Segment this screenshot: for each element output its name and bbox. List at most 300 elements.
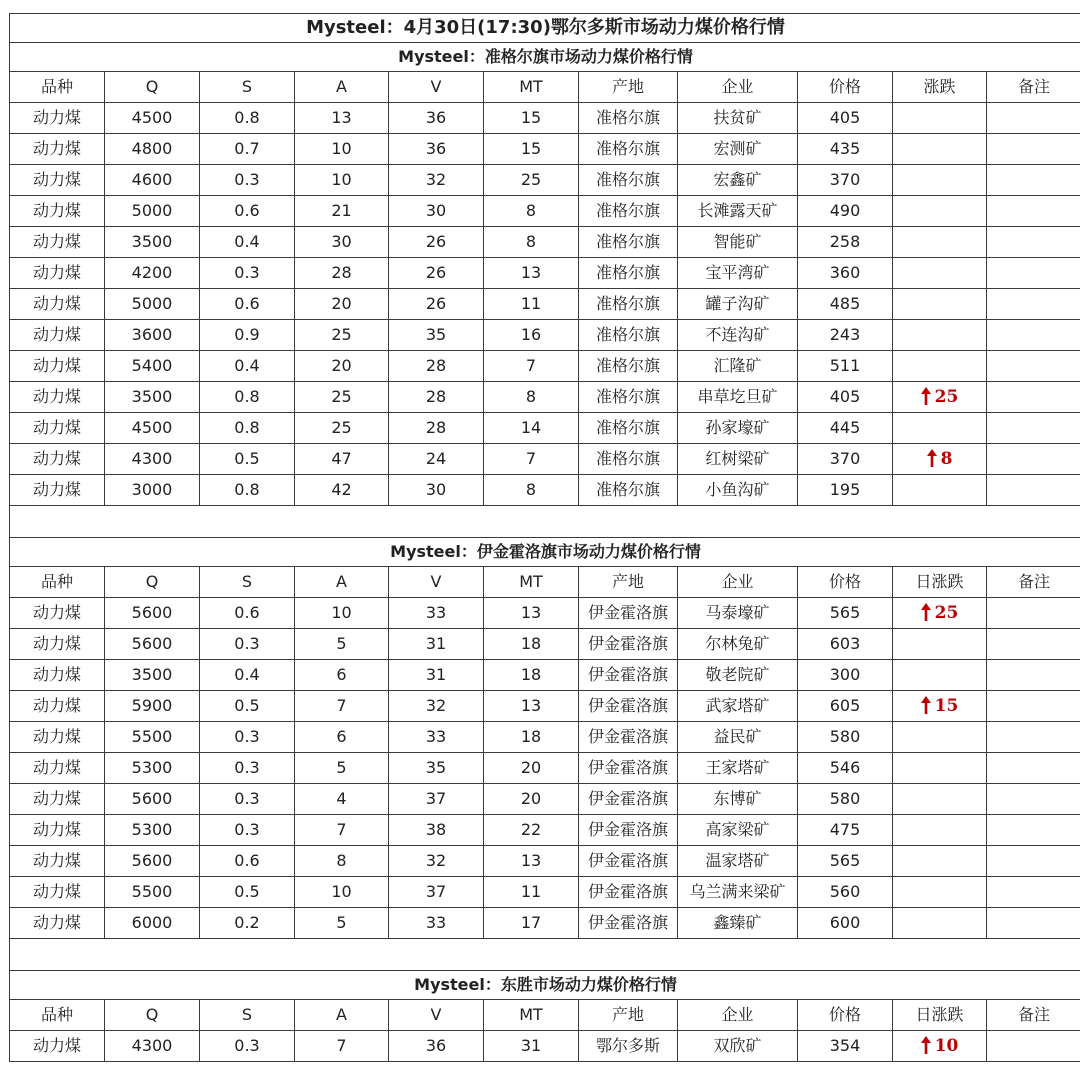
table-cell: 15 bbox=[484, 134, 579, 165]
table-cell: 18 bbox=[484, 660, 579, 691]
table-cell: 动力煤 bbox=[10, 753, 105, 784]
table-row bbox=[10, 877, 1080, 908]
table-cell: 温家塔矿 bbox=[678, 846, 798, 877]
table-cell: 动力煤 bbox=[10, 351, 105, 382]
table-cell: 47 bbox=[295, 444, 389, 475]
table-cell: 乌兰满来梁矿 bbox=[678, 877, 798, 908]
price-sheet bbox=[9, 13, 1071, 1062]
column-header: A bbox=[295, 72, 389, 103]
table-cell: 36 bbox=[389, 1031, 484, 1062]
table-cell: 354 bbox=[798, 1031, 893, 1062]
table-cell: 405 bbox=[798, 103, 893, 134]
table-cell: 0.3 bbox=[200, 784, 295, 815]
header-row bbox=[10, 72, 1080, 103]
table-cell: 4500 bbox=[105, 103, 200, 134]
table-cell: 5000 bbox=[105, 289, 200, 320]
table-cell: 10 bbox=[295, 134, 389, 165]
table-cell: 18 bbox=[484, 722, 579, 753]
table-cell: 伊金霍洛旗 bbox=[579, 722, 678, 753]
price-change bbox=[921, 387, 959, 407]
table-cell: 13 bbox=[484, 258, 579, 289]
table-cell: 560 bbox=[798, 877, 893, 908]
table-cell: 东博矿 bbox=[678, 784, 798, 815]
up-arrow-icon bbox=[921, 603, 931, 621]
price-change-cell bbox=[893, 629, 987, 660]
column-header: V bbox=[389, 1000, 484, 1031]
table-cell: 0.3 bbox=[200, 753, 295, 784]
table-cell: 26 bbox=[389, 289, 484, 320]
price-change-cell bbox=[893, 846, 987, 877]
table-cell: 敬老院矿 bbox=[678, 660, 798, 691]
table-cell: 33 bbox=[389, 722, 484, 753]
table-cell: 5900 bbox=[105, 691, 200, 722]
table-cell: 宏鑫矿 bbox=[678, 165, 798, 196]
price-change-cell bbox=[893, 908, 987, 939]
table-cell: 28 bbox=[389, 413, 484, 444]
table-row bbox=[10, 784, 1080, 815]
table-cell: 0.8 bbox=[200, 475, 295, 506]
table-cell: 宏测矿 bbox=[678, 134, 798, 165]
up-arrow-icon bbox=[921, 1036, 931, 1054]
table-cell: 伊金霍洛旗 bbox=[579, 846, 678, 877]
table-cell: 宝平湾矿 bbox=[678, 258, 798, 289]
table-cell: 31 bbox=[484, 1031, 579, 1062]
table-cell: 动力煤 bbox=[10, 660, 105, 691]
price-change-cell bbox=[893, 660, 987, 691]
column-header: A bbox=[295, 1000, 389, 1031]
table-row bbox=[10, 165, 1080, 196]
table-cell: 0.8 bbox=[200, 413, 295, 444]
column-header: 企业 bbox=[678, 72, 798, 103]
table-cell: 3500 bbox=[105, 382, 200, 413]
table-cell: 0.3 bbox=[200, 629, 295, 660]
table-cell: 18 bbox=[484, 629, 579, 660]
price-change-value: 10 bbox=[934, 1036, 959, 1056]
column-header: MT bbox=[484, 1000, 579, 1031]
table-cell bbox=[987, 413, 1080, 444]
table-cell: 动力煤 bbox=[10, 877, 105, 908]
table-cell: 动力煤 bbox=[10, 103, 105, 134]
column-header: 产地 bbox=[579, 72, 678, 103]
table-cell: 8 bbox=[484, 227, 579, 258]
table-cell: 28 bbox=[389, 382, 484, 413]
table-cell: 4300 bbox=[105, 1031, 200, 1062]
header-row bbox=[10, 1000, 1080, 1031]
table-cell bbox=[987, 289, 1080, 320]
table-cell: 490 bbox=[798, 196, 893, 227]
table-row bbox=[10, 258, 1080, 289]
table-cell: 准格尔旗 bbox=[579, 475, 678, 506]
price-change-cell bbox=[893, 444, 987, 475]
table-cell: 5600 bbox=[105, 598, 200, 629]
table-cell: 300 bbox=[798, 660, 893, 691]
table-cell: 准格尔旗 bbox=[579, 320, 678, 351]
table-cell: 5300 bbox=[105, 753, 200, 784]
table-row bbox=[10, 227, 1080, 258]
table-cell: 22 bbox=[484, 815, 579, 846]
table-row bbox=[10, 815, 1080, 846]
table-cell: 30 bbox=[389, 475, 484, 506]
table-cell: 0.9 bbox=[200, 320, 295, 351]
table-cell: 6 bbox=[295, 722, 389, 753]
up-arrow-icon bbox=[921, 387, 931, 405]
table-cell: 0.4 bbox=[200, 351, 295, 382]
table-cell: 0.6 bbox=[200, 196, 295, 227]
table-row bbox=[10, 1031, 1080, 1062]
table-cell: 尔林兔矿 bbox=[678, 629, 798, 660]
section-title: Mysteel：伊金霍洛旗市场动力煤价格行情 bbox=[10, 538, 1080, 567]
table-cell: 17 bbox=[484, 908, 579, 939]
table-cell: 605 bbox=[798, 691, 893, 722]
table-cell: 汇隆矿 bbox=[678, 351, 798, 382]
table-row bbox=[10, 289, 1080, 320]
table-cell: 11 bbox=[484, 877, 579, 908]
table-row bbox=[10, 382, 1080, 413]
table-cell bbox=[987, 134, 1080, 165]
column-header: V bbox=[389, 567, 484, 598]
table-cell: 32 bbox=[389, 691, 484, 722]
table-cell: 动力煤 bbox=[10, 908, 105, 939]
table-cell: 5600 bbox=[105, 629, 200, 660]
table-cell: 伊金霍洛旗 bbox=[579, 753, 678, 784]
column-header: 企业 bbox=[678, 1000, 798, 1031]
table-cell: 32 bbox=[389, 846, 484, 877]
table-cell: 33 bbox=[389, 908, 484, 939]
table-row bbox=[10, 753, 1080, 784]
table-cell: 动力煤 bbox=[10, 846, 105, 877]
table-cell: 7 bbox=[295, 815, 389, 846]
price-change-value: 25 bbox=[934, 387, 959, 407]
table-cell: 33 bbox=[389, 598, 484, 629]
table-cell: 鄂尔多斯 bbox=[579, 1031, 678, 1062]
table-cell: 20 bbox=[295, 351, 389, 382]
table-cell: 动力煤 bbox=[10, 784, 105, 815]
table-cell: 3000 bbox=[105, 475, 200, 506]
price-change-cell bbox=[893, 196, 987, 227]
table-cell: 罐子沟矿 bbox=[678, 289, 798, 320]
table-cell bbox=[987, 691, 1080, 722]
price-change bbox=[927, 449, 953, 469]
table-cell: 26 bbox=[389, 258, 484, 289]
table-cell: 36 bbox=[389, 103, 484, 134]
table-cell: 10 bbox=[295, 165, 389, 196]
table-cell: 0.6 bbox=[200, 598, 295, 629]
table-row bbox=[10, 598, 1080, 629]
table-cell: 16 bbox=[484, 320, 579, 351]
price-change-cell bbox=[893, 165, 987, 196]
table-cell: 动力煤 bbox=[10, 196, 105, 227]
column-header: 备注 bbox=[987, 1000, 1080, 1031]
table-cell: 28 bbox=[295, 258, 389, 289]
column-header: 产地 bbox=[579, 567, 678, 598]
table-cell: 20 bbox=[295, 289, 389, 320]
price-change bbox=[921, 603, 959, 623]
table-cell: 6000 bbox=[105, 908, 200, 939]
price-change-cell bbox=[893, 103, 987, 134]
table-cell: 5 bbox=[295, 753, 389, 784]
column-header: MT bbox=[484, 567, 579, 598]
table-cell: 0.3 bbox=[200, 815, 295, 846]
column-header: MT bbox=[484, 72, 579, 103]
table-cell: 0.7 bbox=[200, 134, 295, 165]
table-cell: 小鱼沟矿 bbox=[678, 475, 798, 506]
table-cell: 37 bbox=[389, 784, 484, 815]
table-cell: 25 bbox=[295, 413, 389, 444]
table-cell: 10 bbox=[295, 598, 389, 629]
column-header: 价格 bbox=[798, 1000, 893, 1031]
table-row bbox=[10, 846, 1080, 877]
column-header: 品种 bbox=[10, 1000, 105, 1031]
table-cell: 5 bbox=[295, 629, 389, 660]
table-cell: 5600 bbox=[105, 846, 200, 877]
table-cell bbox=[987, 815, 1080, 846]
table-cell: 长滩露天矿 bbox=[678, 196, 798, 227]
column-header: S bbox=[200, 72, 295, 103]
table-cell: 准格尔旗 bbox=[579, 134, 678, 165]
table-cell: 4600 bbox=[105, 165, 200, 196]
table-cell: 动力煤 bbox=[10, 444, 105, 475]
table-cell: 准格尔旗 bbox=[579, 413, 678, 444]
table-row bbox=[10, 351, 1080, 382]
table-row bbox=[10, 134, 1080, 165]
table-cell bbox=[987, 629, 1080, 660]
table-cell: 37 bbox=[389, 877, 484, 908]
price-change-cell bbox=[893, 815, 987, 846]
table-cell: 35 bbox=[389, 320, 484, 351]
column-header: 品种 bbox=[10, 72, 105, 103]
price-change-cell bbox=[893, 691, 987, 722]
table-cell: 243 bbox=[798, 320, 893, 351]
price-change-cell bbox=[893, 475, 987, 506]
table-cell: 7 bbox=[484, 351, 579, 382]
section-spacer bbox=[10, 939, 1080, 971]
section-spacer bbox=[10, 506, 1080, 538]
column-header: A bbox=[295, 567, 389, 598]
table-cell: 动力煤 bbox=[10, 722, 105, 753]
table-cell: 4 bbox=[295, 784, 389, 815]
table-cell: 0.5 bbox=[200, 444, 295, 475]
table-cell: 0.3 bbox=[200, 165, 295, 196]
table-cell: 孙家壕矿 bbox=[678, 413, 798, 444]
table-cell: 0.4 bbox=[200, 660, 295, 691]
table-cell: 475 bbox=[798, 815, 893, 846]
table-row bbox=[10, 196, 1080, 227]
table-cell: 0.3 bbox=[200, 722, 295, 753]
column-header: 价格 bbox=[798, 72, 893, 103]
price-change-cell bbox=[893, 877, 987, 908]
table-cell bbox=[987, 598, 1080, 629]
table-cell: 603 bbox=[798, 629, 893, 660]
table-cell: 4500 bbox=[105, 413, 200, 444]
table-cell: 动力煤 bbox=[10, 413, 105, 444]
price-change-cell bbox=[893, 1031, 987, 1062]
up-arrow-icon bbox=[927, 449, 937, 467]
table-row bbox=[10, 413, 1080, 444]
table-cell: 36 bbox=[389, 134, 484, 165]
table-cell: 准格尔旗 bbox=[579, 382, 678, 413]
column-header: 价格 bbox=[798, 567, 893, 598]
table-cell: 546 bbox=[798, 753, 893, 784]
table-cell: 25 bbox=[295, 382, 389, 413]
table-cell: 准格尔旗 bbox=[579, 351, 678, 382]
table-row bbox=[10, 908, 1080, 939]
header-row bbox=[10, 567, 1080, 598]
column-header: 日涨跌 bbox=[893, 1000, 987, 1031]
column-header: 企业 bbox=[678, 567, 798, 598]
table-cell: 30 bbox=[295, 227, 389, 258]
table-cell: 580 bbox=[798, 722, 893, 753]
table-cell: 0.8 bbox=[200, 382, 295, 413]
table-cell: 马泰壕矿 bbox=[678, 598, 798, 629]
price-change-cell bbox=[893, 289, 987, 320]
table-cell: 动力煤 bbox=[10, 165, 105, 196]
table-cell: 195 bbox=[798, 475, 893, 506]
table-cell bbox=[987, 475, 1080, 506]
table-cell: 13 bbox=[484, 691, 579, 722]
price-change-cell bbox=[893, 598, 987, 629]
page-title: Mysteel：4月30日(17:30)鄂尔多斯市场动力煤价格行情 bbox=[10, 14, 1080, 43]
price-change bbox=[921, 1036, 959, 1056]
table-cell: 30 bbox=[389, 196, 484, 227]
table-cell: 伊金霍洛旗 bbox=[579, 784, 678, 815]
table-cell: 伊金霍洛旗 bbox=[579, 815, 678, 846]
table-cell bbox=[987, 382, 1080, 413]
table-cell: 动力煤 bbox=[10, 1031, 105, 1062]
table-cell: 益民矿 bbox=[678, 722, 798, 753]
table-cell: 4800 bbox=[105, 134, 200, 165]
table-cell: 435 bbox=[798, 134, 893, 165]
table-cell: 600 bbox=[798, 908, 893, 939]
table-cell: 38 bbox=[389, 815, 484, 846]
table-cell: 扶贫矿 bbox=[678, 103, 798, 134]
table-cell: 8 bbox=[295, 846, 389, 877]
table-cell: 动力煤 bbox=[10, 815, 105, 846]
table-cell: 动力煤 bbox=[10, 475, 105, 506]
table-cell: 24 bbox=[389, 444, 484, 475]
table-cell: 370 bbox=[798, 165, 893, 196]
table-row bbox=[10, 660, 1080, 691]
table-cell: 0.3 bbox=[200, 258, 295, 289]
table-cell: 4200 bbox=[105, 258, 200, 289]
column-header: 产地 bbox=[579, 1000, 678, 1031]
table-cell: 26 bbox=[389, 227, 484, 258]
table-cell: 0.5 bbox=[200, 691, 295, 722]
column-header: 备注 bbox=[987, 567, 1080, 598]
table-cell: 360 bbox=[798, 258, 893, 289]
table-cell bbox=[987, 258, 1080, 289]
table-cell: 14 bbox=[484, 413, 579, 444]
price-change-cell bbox=[893, 227, 987, 258]
table-cell: 5300 bbox=[105, 815, 200, 846]
table-cell: 0.6 bbox=[200, 289, 295, 320]
table-cell bbox=[987, 784, 1080, 815]
table-cell: 动力煤 bbox=[10, 258, 105, 289]
table-cell: 42 bbox=[295, 475, 389, 506]
price-change-value: 15 bbox=[934, 696, 959, 716]
column-header: Q bbox=[105, 72, 200, 103]
table-cell: 0.5 bbox=[200, 877, 295, 908]
table-cell: 鑫臻矿 bbox=[678, 908, 798, 939]
table-cell: 35 bbox=[389, 753, 484, 784]
table-cell bbox=[987, 877, 1080, 908]
table-cell: 258 bbox=[798, 227, 893, 258]
table-cell: 动力煤 bbox=[10, 598, 105, 629]
table-cell: 445 bbox=[798, 413, 893, 444]
table-cell: 580 bbox=[798, 784, 893, 815]
table-row bbox=[10, 691, 1080, 722]
column-header: S bbox=[200, 1000, 295, 1031]
price-change-cell bbox=[893, 382, 987, 413]
table-cell: 动力煤 bbox=[10, 629, 105, 660]
table-row bbox=[10, 629, 1080, 660]
table-cell: 伊金霍洛旗 bbox=[579, 629, 678, 660]
table-cell bbox=[987, 908, 1080, 939]
table-cell bbox=[987, 196, 1080, 227]
table-row bbox=[10, 722, 1080, 753]
table-cell bbox=[987, 444, 1080, 475]
price-change-cell bbox=[893, 320, 987, 351]
table-cell: 双欣矿 bbox=[678, 1031, 798, 1062]
table-row bbox=[10, 103, 1080, 134]
table-cell: 0.6 bbox=[200, 846, 295, 877]
table-cell: 5000 bbox=[105, 196, 200, 227]
table-cell: 565 bbox=[798, 598, 893, 629]
column-header: 品种 bbox=[10, 567, 105, 598]
table-cell: 红树梁矿 bbox=[678, 444, 798, 475]
table-cell: 准格尔旗 bbox=[579, 227, 678, 258]
table-cell: 7 bbox=[295, 691, 389, 722]
table-cell bbox=[987, 165, 1080, 196]
table-cell: 准格尔旗 bbox=[579, 196, 678, 227]
table-cell: 13 bbox=[484, 846, 579, 877]
table-cell: 串草圪旦矿 bbox=[678, 382, 798, 413]
table-cell: 20 bbox=[484, 784, 579, 815]
table-cell: 伊金霍洛旗 bbox=[579, 908, 678, 939]
table-cell: 准格尔旗 bbox=[579, 258, 678, 289]
table-cell: 准格尔旗 bbox=[579, 289, 678, 320]
table-cell: 7 bbox=[484, 444, 579, 475]
table-cell bbox=[987, 1031, 1080, 1062]
table-cell: 405 bbox=[798, 382, 893, 413]
table-cell: 动力煤 bbox=[10, 320, 105, 351]
table-cell: 伊金霍洛旗 bbox=[579, 598, 678, 629]
table-cell: 13 bbox=[295, 103, 389, 134]
table-cell bbox=[987, 227, 1080, 258]
table-cell: 6 bbox=[295, 660, 389, 691]
table-cell: 0.3 bbox=[200, 1031, 295, 1062]
section-title: Mysteel：准格尔旗市场动力煤价格行情 bbox=[10, 43, 1080, 72]
table-cell: 0.2 bbox=[200, 908, 295, 939]
table-cell: 8 bbox=[484, 382, 579, 413]
table-cell bbox=[987, 722, 1080, 753]
table-cell: 准格尔旗 bbox=[579, 103, 678, 134]
column-header: 日涨跌 bbox=[893, 567, 987, 598]
table-cell bbox=[987, 351, 1080, 382]
table-cell: 7 bbox=[295, 1031, 389, 1062]
table-cell: 8 bbox=[484, 475, 579, 506]
price-change-value: 25 bbox=[934, 603, 959, 623]
price-change-cell bbox=[893, 753, 987, 784]
table-cell: 动力煤 bbox=[10, 691, 105, 722]
table-cell: 25 bbox=[484, 165, 579, 196]
price-change-cell bbox=[893, 258, 987, 289]
table-cell: 3500 bbox=[105, 227, 200, 258]
table-cell: 5500 bbox=[105, 877, 200, 908]
table-cell: 0.8 bbox=[200, 103, 295, 134]
table-cell: 32 bbox=[389, 165, 484, 196]
table-cell: 28 bbox=[389, 351, 484, 382]
table-row bbox=[10, 475, 1080, 506]
